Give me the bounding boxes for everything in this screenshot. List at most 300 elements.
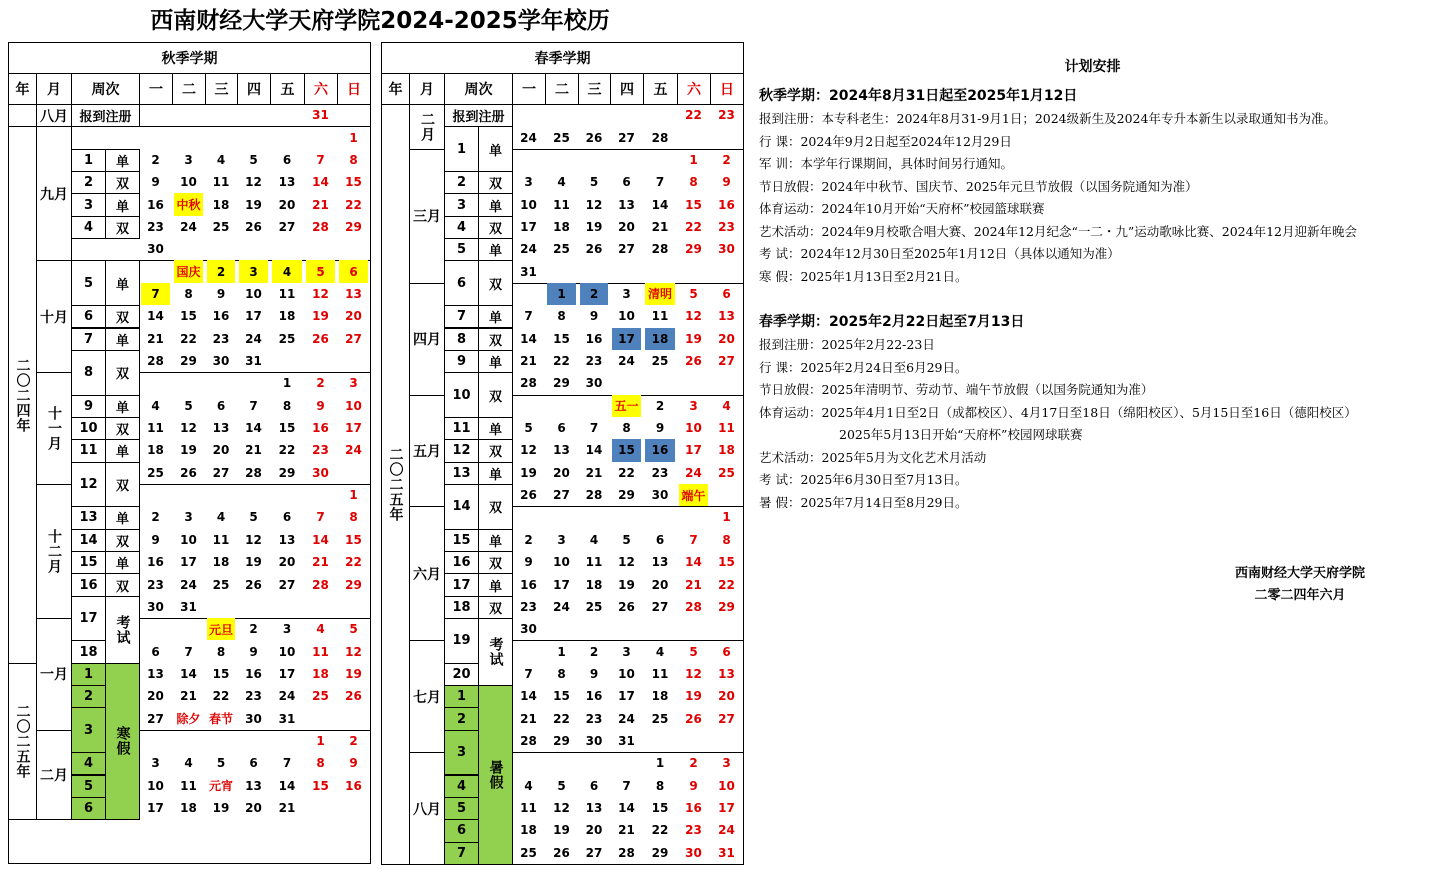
day-cell: 16 [245,666,262,681]
day-cell: 20 [245,801,262,816]
day-cell: 21 [245,443,262,458]
week-parity: 双 [105,573,140,596]
day-cell: 15 [651,801,669,816]
day-cell: 3 [557,532,566,547]
day-cell: 2 [151,152,160,167]
day-cell: 11 [651,309,669,324]
week-parity: 单 [478,305,513,328]
day-cell: 4 [655,644,665,659]
day-cell: 9 [249,644,258,659]
week-num: 6 [444,819,479,842]
week-num: 8 [71,350,106,396]
day-cell: 6 [216,398,226,413]
week-num: 7 [71,328,106,351]
exam-label: 考试 [478,618,513,686]
day-cell: 端午 [679,484,708,506]
week-num: 15 [71,551,106,574]
day-cell: 26 [180,465,197,480]
week-parity: 单 [105,395,140,418]
week-parity: 双 [478,260,513,306]
day-cell: 14 [651,197,669,212]
week-parity: 单 [105,551,140,574]
day-cell: 30 [520,622,537,637]
day-cell: 25 [718,465,735,480]
day-cell: 8 [316,756,325,771]
day-cell: 10 [618,666,635,681]
autumnItems-line: 报到注册：本专科老生：2024年8月31-9月1日；2024级新生及2024年专升本新生以录取通知书为准。 [759,111,1336,126]
col-day: 六 [304,73,338,105]
col-day: 二 [545,73,579,105]
day-cell: 16 [520,577,537,592]
day-cell: 3 [184,152,193,167]
day-cell: 11 [147,421,164,436]
day-cell: 26 [685,354,702,369]
day-cell: 30 [585,376,603,391]
day-cell: 2 [580,283,608,305]
day-cell: 19 [245,555,262,570]
month-label: 六月 [409,506,445,641]
day-cell: 15 [553,689,570,704]
week-parity: 单 [105,149,140,172]
day-cell: 12 [180,421,197,436]
day-cell: 2 [655,398,665,413]
day-cell: 4 [524,778,533,793]
day-cell: 22 [345,197,362,212]
day-cell: 3 [282,622,292,637]
day-cell: 14 [520,689,537,704]
day-cell: 16 [645,439,675,461]
day-cell: 5 [689,286,698,301]
day-cell: 28 [312,577,329,592]
winter-vacation-label: 寒假 [105,663,140,820]
day-cell: 31 [520,264,537,279]
day-cell: 20 [718,689,735,704]
col-month: 月 [409,73,445,105]
day-cell: 30 [718,242,735,257]
day-cell: 19 [685,331,702,346]
day-cell: 28 [520,376,537,391]
day-cell: 28 [585,488,603,503]
col-day: 四 [610,73,644,105]
day-cell: 27 [651,599,669,614]
day-cell: 24 [718,823,735,838]
week-parity: 双 [478,484,513,530]
week-num: 2 [71,685,106,708]
week-parity: 单 [478,193,513,216]
day-cell: 10 [685,421,702,436]
day-cell: 29 [718,599,735,614]
summer-vacation-label: 暑假 [478,685,513,865]
day-cell: 10 [245,286,262,301]
day-cell: 17 [147,801,164,816]
day-cell: 31 [312,108,329,123]
day-cell: 6 [722,644,731,659]
day-cell: 14 [245,421,262,436]
day-cell: 19 [520,465,537,480]
day-cell: 29 [278,465,296,480]
day-cell: 15 [345,175,362,190]
week-parity: 单 [105,328,140,351]
day-cell: 29 [553,376,570,391]
week-parity: 双 [105,305,140,328]
week-parity: 双 [478,171,513,194]
day-cell: 13 [345,286,362,301]
day-cell: 7 [316,510,325,525]
day-cell: 18 [312,666,329,681]
week-parity: 单 [478,238,513,261]
week-parity: 双 [105,171,140,194]
day-cell: 21 [520,711,537,726]
springItems-line: 艺术活动：2025年5月为文化艺术月活动 [759,449,987,465]
day-cell: 清明 [645,283,675,305]
week-num: 15 [444,529,479,552]
week-parity: 双 [478,216,513,239]
day-cell: 31 [712,842,741,864]
spring-heading: 春季学期：2025年2月22日起至7月13日 [759,314,1025,330]
day-cell: 5 [524,421,533,436]
day-cell: 25 [147,465,164,480]
day-cell: 春节 [208,712,233,727]
day-cell: 23 [520,599,537,614]
week-num: 12 [71,462,106,508]
week-parity: 双 [105,350,140,396]
autumn-heading: 秋季学期：2024年8月31日起至2025年1月12日 [759,88,1078,104]
day-cell: 22 [180,331,197,346]
plan-title: 计划安排 [1064,59,1121,75]
day-cell: 5 [249,152,258,167]
day-cell: 20 [585,823,603,838]
day-cell: 17 [278,666,296,681]
day-cell: 23 [245,689,262,704]
week-num: 10 [444,372,479,418]
week-num: 8 [444,328,479,351]
week-parity: 双 [105,529,140,552]
day-cell: 6 [622,175,631,190]
day-cell: 9 [655,421,665,436]
day-cell: 1 [547,283,576,305]
day-cell: 4 [316,622,325,637]
day-cell: 17 [685,443,702,458]
week-parity: 双 [478,439,513,462]
week-num: 14 [71,529,106,552]
term-label: 秋季学期 [8,42,371,74]
day-cell: 3 [184,510,193,525]
day-cell: 4 [184,756,193,771]
day-cell: 23 [585,711,603,726]
day-cell: 14 [312,532,329,547]
day-cell: 3 [524,175,533,190]
day-cell: 2 [151,510,160,525]
day-cell: 24 [685,465,702,480]
day-cell: 8 [689,175,698,190]
day-cell: 元旦 [207,618,235,640]
week-num: 12 [444,439,479,462]
day-cell: 10 [147,778,164,793]
day-cell: 11 [278,286,296,301]
week-num: 16 [71,573,106,596]
day-cell: 9 [349,756,358,771]
autumnItems-line: 军 训：本学年行课期间，具体时间另行通知。 [759,156,1013,171]
week-num: 5 [444,797,479,820]
day-cell: 6 [282,152,292,167]
week-parity: 单 [105,439,140,462]
day-cell: 国庆 [174,260,203,282]
day-cell: 2 [207,260,235,282]
signature-block [1180,563,1420,607]
week-num: 3 [444,193,479,216]
day-cell: 22 [345,555,362,570]
day-cell: 22 [212,689,230,704]
day-cell: 25 [651,354,669,369]
day-cell: 6 [722,286,731,301]
day-cell: 16 [147,555,164,570]
week-num: 10 [71,417,106,440]
month-label: 十一月 [36,372,72,485]
day-cell: 26 [585,130,603,145]
springItems-line: 节日放假：2025年清明节、劳动节、端午节放假（以国务院通知为准） [759,382,1154,397]
week-parity: 单 [105,260,140,306]
col-day: 四 [237,73,271,105]
day-cell: 8 [349,510,358,525]
day-cell: 9 [151,532,160,547]
month-label: 九月 [36,126,72,261]
month-label: 十月 [36,260,72,373]
day-cell: 17 [618,689,635,704]
week-num: 1 [71,663,106,686]
day-cell: 28 [245,465,262,480]
day-cell: 1 [655,756,665,771]
day-cell: 5 [589,175,599,190]
day-cell: 20 [345,309,362,324]
week-parity: 单 [478,350,513,373]
day-cell: 4 [272,260,302,282]
day-cell: 27 [718,354,735,369]
week-num: 3 [71,193,106,216]
day-cell: 10 [278,644,296,659]
col-year: 年 [8,73,37,105]
day-cell: 23 [147,577,164,592]
day-cell: 6 [151,644,160,659]
day-cell: 12 [685,666,702,681]
day-cell: 13 [245,778,262,793]
day-cell: 20 [278,197,296,212]
day-cell: 8 [216,644,226,659]
week-num: 1 [71,149,106,172]
day-cell: 8 [655,778,665,793]
day-cell: 22 [278,443,296,458]
day-cell: 15 [212,666,230,681]
day-cell: 30 [679,842,708,864]
day-cell: 15 [612,439,641,461]
week-num: 2 [444,707,479,730]
week-parity: 单 [105,506,140,529]
day-cell: 2 [316,376,325,391]
day-cell: 3 [622,644,631,659]
term-label: 春季学期 [381,42,744,74]
day-cell: 7 [316,152,325,167]
week-parity: 双 [478,372,513,418]
day-cell: 4 [557,175,566,190]
day-cell: 24 [520,130,537,145]
day-cell: 20 [278,555,296,570]
day-cell: 1 [722,510,731,525]
week-num: 7 [444,305,479,328]
page-title: 西南财经大学天府学院2024-2025学年校历 [150,8,610,34]
day-cell: 7 [524,666,533,681]
day-cell: 22 [618,465,635,480]
day-cell: 22 [553,711,570,726]
autumnItems-line: 寒 假：2025年1月13日至2月21日。 [759,268,968,284]
day-cell: 28 [147,354,164,369]
autumnItems-line: 艺术活动：2024年9月校歌合唱大赛、2024年12月纪念“一二・九”运动歌咏比赛、2024年12月迎新年晚会 [759,223,1357,239]
week-num: 13 [71,506,106,529]
day-cell: 17 [520,219,537,234]
register-label: 报到注册 [444,104,513,127]
row-divider [139,484,370,485]
day-cell: 中秋 [174,193,203,215]
day-cell: 29 [651,845,669,860]
day-cell: 16 [685,801,702,816]
day-cell: 27 [553,488,570,503]
day-cell: 7 [589,421,599,436]
day-cell: 16 [212,309,230,324]
day-cell: 15 [180,309,197,324]
day-cell: 20 [718,331,735,346]
day-cell: 16 [718,197,735,212]
day-cell: 24 [618,354,635,369]
day-cell: 1 [349,130,358,145]
day-cell: 31 [618,733,635,748]
day-cell: 3 [349,376,358,391]
week-parity: 双 [105,216,140,239]
week-num: 4 [71,216,106,239]
day-cell: 1 [557,644,566,659]
day-cell: 13 [278,532,296,547]
day-cell: 22 [685,219,702,234]
day-cell: 10 [718,778,735,793]
day-cell: 14 [278,778,296,793]
col-day: 一 [139,73,173,105]
week-parity: 单 [478,462,513,485]
day-cell: 17 [718,801,735,816]
day-cell: 6 [655,532,665,547]
day-cell: 19 [585,219,603,234]
day-cell: 18 [718,443,735,458]
day-cell: 18 [651,689,669,704]
day-cell: 6 [282,510,292,525]
day-cell: 26 [245,219,262,234]
day-cell: 28 [312,219,329,234]
day-cell: 30 [312,465,329,480]
day-cell: 12 [245,175,262,190]
day-cell: 22 [685,108,702,123]
col-week: 周次 [444,73,513,105]
springItems-line: 2025年5月13日开始“天府杯”校园网球联赛 [839,427,1083,442]
day-cell: 1 [282,376,292,391]
day-cell: 30 [245,711,262,726]
day-cell: 3 [151,756,160,771]
day-cell: 14 [585,443,603,458]
week-parity: 单 [105,193,140,216]
day-cell: 21 [312,555,329,570]
day-cell: 5 [216,756,226,771]
day-cell: 20 [212,443,230,458]
day-cell: 2 [722,152,731,167]
day-cell: 15 [685,197,702,212]
day-cell: 28 [685,599,702,614]
day-cell: 7 [622,778,631,793]
week-num: 20 [444,663,479,686]
week-num: 6 [71,797,106,820]
col-day: 六 [677,73,711,105]
autumnItems-line: 行 课：2024年9月2日起至2024年12月29日 [759,133,1012,149]
day-cell: 22 [718,577,735,592]
day-cell: 6 [557,421,566,436]
day-cell: 29 [180,354,197,369]
day-cell: 23 [651,465,669,480]
day-cell: 21 [147,331,164,346]
year-label: 二〇二四年 [8,126,37,663]
day-cell: 21 [618,823,635,838]
day-cell: 3 [722,756,731,771]
day-cell: 1 [689,152,698,167]
register-label: 报到注册 [71,104,140,127]
day-cell: 7 [524,309,533,324]
day-cell: 8 [349,152,358,167]
springItems-line: 考 试：2025年6月30日至7月13日。 [759,472,968,487]
day-cell: 14 [180,666,197,681]
week-num: 1 [444,126,479,172]
day-cell: 29 [618,488,635,503]
day-cell: 25 [585,599,603,614]
day-cell: 25 [212,219,230,234]
week-num: 9 [71,395,106,418]
col-day: 日 [337,73,371,105]
day-cell: 3 [239,260,268,282]
day-cell: 14 [685,555,702,570]
day-cell: 13 [585,801,603,816]
day-cell: 10 [180,532,197,547]
day-cell: 9 [589,666,599,681]
day-cell: 27 [618,242,635,257]
day-cell: 28 [618,845,635,860]
day-cell: 2 [249,622,258,637]
day-cell: 21 [180,689,197,704]
plan-panel [755,50,1430,514]
day-cell: 25 [278,331,296,346]
day-cell: 26 [618,599,635,614]
week-num: 19 [444,618,479,664]
col-month: 月 [36,73,72,105]
day-cell: 7 [141,283,170,305]
day-cell: 25 [312,689,329,704]
day-cell: 12 [585,197,603,212]
day-cell: 27 [212,465,230,480]
day-cell: 29 [553,733,570,748]
day-cell: 19 [245,197,262,212]
exam-label: 考试 [105,596,140,664]
week-num: 1 [444,685,479,708]
day-cell: 8 [184,286,193,301]
day-cell: 21 [585,465,603,480]
month-label: 七月 [409,640,445,753]
col-day: 二 [172,73,206,105]
day-cell: 28 [651,130,669,145]
day-cell: 8 [282,398,292,413]
day-cell: 18 [520,823,537,838]
day-cell: 19 [345,666,362,681]
day-cell: 13 [212,421,230,436]
